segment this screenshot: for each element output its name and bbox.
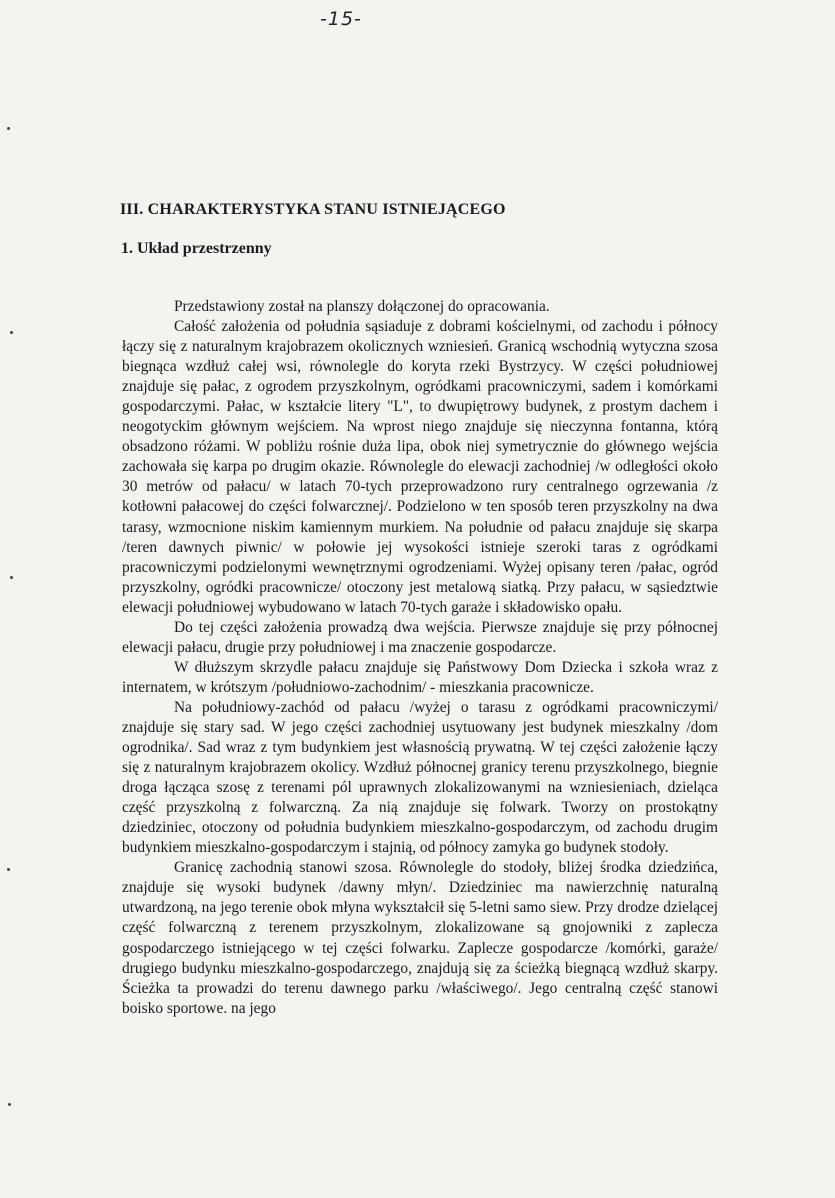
margin-dot — [7, 127, 10, 130]
margin-dot — [7, 868, 10, 871]
paragraph: Na południowy-zachód od pałacu /wyżej o tarasu z ogródkami pracowniczymi/ znajduje się stary sad. W jego części zachodniej usytuowany jest budynek mieszkalny /dom ogrodnika/. Sad wraz z tym budynkiem jest własnością prywatną. W tej części założenie łączy się z naturalnym krajobrazem okolicy. Wzdłuż północnej granicy terenu przyszkolnego, biegnie droga łącząca szosę z terenami pól uprawnych zlokalizowanymi na wzniesieniach, dzieląca część przyszkolną z folwarczną. Za nią znajduje się folwark. Tworzy on prostokątny dziedziniec, otoczony od południa budynkiem mieszkalno-gospodarczym, od zachodu drugim budynkiem mieszkalno-gospodarczym i stajnią, od północy zamyka go budynek stodoły. — [122, 698, 718, 857]
margin-dot — [8, 1103, 11, 1106]
paragraph: Całość założenia od południa sąsiaduje z dobrami kościelnymi, od zachodu i północy łączy się z naturalnym krajobrazem okolicznych wzniesień. Granicą wschodnią wytyczna szosa biegnąca wzdłuż całej wsi, równolegle do koryta rzeki Bystrzycy. W części południowej znajduje się pałac, z ogrodem przyszkolnym, ogródkami pracowniczymi, sadem i komórkami gospodarczymi. Pałac, w kształcie litery "L", to dwupiętrowy budynek, z prostym dachem i neogotyckim głównym wejściem. Na wprost niego znajduje się nieczynna fontanna, którą obsadzono różami. W pobliżu rośnie duża lipa, obok niej symetrycznie do głównego wejścia zachowała się karpa po drugim okazie. Równolegle do elewacji zachodniej /w odległości około 30 metrów od pałacu/ w latach 70-tych przeprowadzono rury centralnego ogrzewania /z kotłowni pałacowej do części folwarcznej/. Podzielono w ten sposób teren przyszkolny na dwa tarasy, wzmocnione niskim kamiennym murkiem. Na południe od pałacu znajduje się skarpa /teren dawnych piwnic/ w połowie jej wysokości istnieje szeroki taras z ogródkami pracowniczymi podzielonymi wewnętrznymi ogrodzeniami. Wyżej opisany teren /pałac, ogród przyszkolny, ogródki pracownicze/ otoczony jest metalową siatką. Przy pałacu, w sąsiedztwie elewacji południowej wybudowano w latach 70-tych garaże i składowisko opału. — [122, 318, 718, 616]
section-title: 1. Układ przestrzenny — [121, 240, 272, 257]
paragraph: Do tej części założenia prowadzą dwa wejścia. Pierwsze znajduje się przy północnej elewacji pałacu, drugie przy południowej i ma znaczenie gospodarcze. — [122, 618, 718, 656]
paragraph: Przedstawiony został na planszy dołączonej do opracowania. — [174, 298, 550, 315]
paragraph: W dłuższym skrzydle pałacu znajduje się Państwowy Dom Dziecka i szkoła wraz z internatem, w krótszym /południowo-zachodnim/ - mieszkania pracownicze. — [122, 658, 718, 696]
page-number: -15- — [320, 8, 362, 30]
body-text — [122, 297, 718, 1019]
chapter-title: III. CHARAKTERYSTYKA STANU ISTNIEJĄCEGO — [120, 201, 506, 218]
margin-dot — [10, 331, 13, 334]
paragraph: Granicę zachodnią stanowi szosa. Równolegle do stodoły, bliżej środka dziedzińca, znajduje się wysoki budynek /dawny młyn/. Dziedziniec ma nawierzchnię naturalną utwardzoną, na jego terenie obok młyna wykształcił się 5-letni samo siew. Przy drodze dzielącej część folwarczną z terenem przyszkolnym, zlokalizowane są gnojowniki z zaplecza gospodarczego istniejącego w tej części folwarku. Zaplecze gospodarcze /komórki, garaże/ drugiego budynku mieszkalno-gospodarczego, znajdują się za ścieżką biegnącą wzdłuż skarpy. Ścieżka ta prowadzi do terenu dawnego parku /właściwego/. Jego centralną część stanowi boisko sportowe. na jego — [122, 859, 718, 1017]
margin-dot — [10, 576, 13, 579]
